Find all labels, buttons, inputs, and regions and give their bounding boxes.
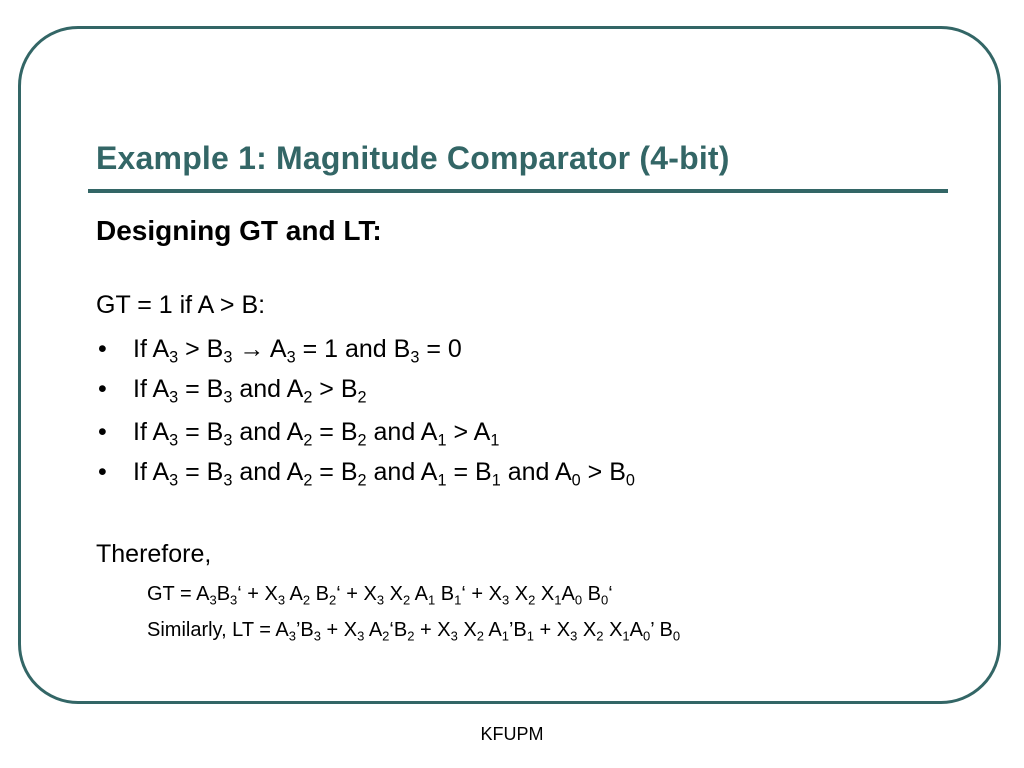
footer-label: KFUPM: [480, 724, 544, 744]
bullet-marker: •: [98, 375, 107, 403]
bullet-item-3: If $A_3 = B_3$ and $A_2 = B_2$ and $A_1 > A_1$: [133, 418, 500, 450]
gt-expression: GT = $A_3B_3‘ + X_3$ $A_2$ $B_2‘ + X_3$ $X_2$ $A_1$ $B_1‘ + X_3$ $X_2$ $X_1A_0$ $B_0‘$: [147, 583, 613, 608]
therefore-label: Therefore,: [96, 540, 212, 568]
bullet-marker: •: [98, 458, 107, 486]
slide-title: Example 1: Magnitude Comparator (4-bit): [96, 140, 730, 176]
bullet-marker: •: [98, 335, 107, 363]
gt-condition: GT = 1 if A > B:: [96, 291, 266, 319]
title-underline: [88, 189, 948, 193]
arrow-right-icon: →: [239, 335, 265, 363]
bullet-item-2: If $A_3 = B_3$ and $A_2 > B_2$: [133, 375, 367, 407]
section-heading: Designing GT and LT:: [96, 215, 382, 246]
bullet-item-4: If $A_3 = B_3$ and $A_2 = B_2$ and $A_1 = B_1$ and $A_0 > B_0$: [133, 458, 635, 490]
bullet-marker: •: [98, 418, 107, 446]
lt-expression: Similarly, LT = $A_3’B_3 + X_3$ $A_2‘B_2 + X_3$ $X_2$ $A_1’B_1 + X_3$ $X_2$ $X_1A_0$’ $B_0$: [147, 619, 681, 644]
bullet-item-1: If $A_3 > B_3 \to A_3 = 1$ and $B_3 = 0$: [133, 335, 462, 367]
